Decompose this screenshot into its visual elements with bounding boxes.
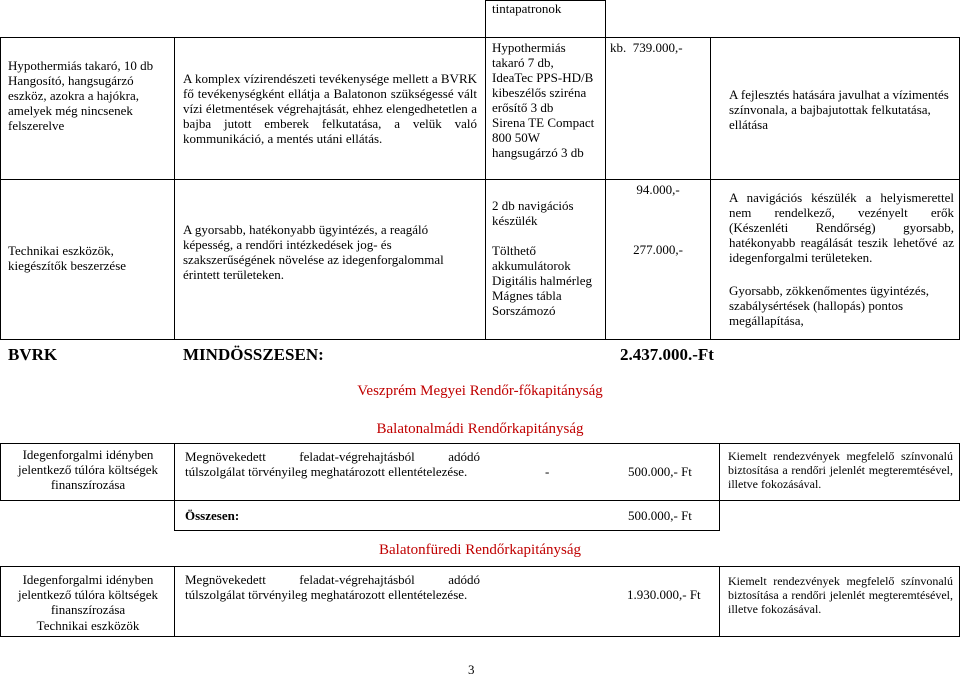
almadi-col4-text: Kiemelt rendezvények megfelelő színvonalú biztosítása a rendőri jelenlét megteremtésével, illetve fokozásával. [728,449,953,491]
table1-row1-col2-text: A komplex vízirendészeti tevékenysége mellett a BVRK fő tevékenységként ellátja a Balatonon szükségessé vált vízi életmentések végrehajtását, ehhez elengedhetetlen a bajba jutott emberek felkutatása, a velük való kommunikáció, a mentés utáni ellátás. [183,71,477,146]
table1-row1-col1-text: Hypothermiás takaró, 10 db Hangosító, hangsugárzó eszköz, azokra a hajókra, amelyek még nincsenek felszerelve [8,58,154,133]
fured-amount: 1.930.000,- Ft [627,587,701,602]
fured-col2-text: Megnövekedett feladat-végrehajtásból adódó túlszolgálat törvényileg meghatározott ellentételezése. [185,572,480,602]
table1-row1-col4 [605,37,711,180]
total-mid-label: MINDÖSSZESEN: [183,345,324,364]
table1-row2-col5-text-a: A navigációs készülék a helyismerettel nem rendelkező, vezényelt erők (Készenléti Rendőrség) gyorsabb, hatékonyabb reagálását teszik lehetővé az idegenforgalmi területeken. [729,190,954,265]
fured-heading: Balatonfüredi Rendőrkapitányság [378,542,582,558]
table1-row2-col4-text-b: 277.000,- [633,242,683,257]
table1-row2-col2-text: A gyorsabb, hatékonyabb ügyintézés, a reagáló képesség, a rendőri intézkedések jog- és szakszerűségének növelése az idegenforgalommal érintett területeken. [183,222,444,282]
table1-row1-col2 [174,37,486,180]
table1-row1-col5-text: A fejlesztés hatására javulhat a vízimentés színvonala, a bajbajutottak felkutatása, ellátása [729,87,949,132]
almadi-sum-row [174,500,720,531]
almadi-sum-label: Összesen: [185,508,240,523]
table1-row2-col3-text-a: 2 db navigációs készülék [492,198,574,228]
almadi-amount: 500.000,- Ft [628,464,692,479]
table1-row2-col5 [710,179,960,340]
table1-row2-col1-text: Technikai eszközök, kiegészítők beszerzése [8,243,127,273]
fured-col2 [174,566,720,637]
table1-row2-col2 [174,179,486,340]
table1-top-cell [485,0,606,38]
table1-row1-col3 [485,37,606,180]
table1-row2-col5-text-b: Gyorsabb, zökkenőmentes ügyintézés, szabálysértések (hallopás) pontos megállapítása, [729,283,930,328]
fured-col1-text: Idegenforgalmi idényben jelentkező túlóra költségek finanszírozása [17,572,159,617]
fured-col1 [0,566,175,637]
almadi-col4 [719,443,960,501]
almadi-sum-value: 500.000,- Ft [628,508,692,523]
table1-top-text: tintapatronok [492,1,562,16]
county-heading: Veszprém Megyei Rendőr-főkapitányság [357,383,603,399]
table1-row2-col3-text-b: Tölthető akkumulátorok Digitális halmérleg Mágnes tábla Sorszámozó [492,243,593,318]
table1-row2-col3 [485,179,606,340]
almadi-col1 [0,443,175,501]
fured-col1-extra: Technikai eszközök [36,618,140,633]
table1-row1-col5 [710,37,960,180]
page-number: 3 [468,662,475,677]
table1-row2-col1 [0,179,175,340]
almadi-col2-text: Megnövekedett feladat-végrehajtásból adódó túlszolgálat törvényileg meghatározott ellentételezése. [185,449,480,479]
table1-row1-col3-text: Hypothermiás takaró 7 db, IdeaTec PPS-HD/B kibeszélős sziréna erősítő 3 db Sirena TE Compact 800 50W hangsugárzó 3 db [492,40,595,160]
almadi-dash: - [545,464,550,479]
total-value: 2.437.000.-Ft [620,345,714,364]
almadi-heading: Balatonalmádi Rendőrkapitányság [376,421,584,437]
almadi-col2 [174,443,720,501]
almadi-col1-text: Idegenforgalmi idényben jelentkező túlóra költségek finanszírozása [17,447,159,492]
table1-row2-col4-text-a: 94.000,- [636,182,680,197]
total-label: BVRK [8,345,58,364]
fured-col4 [719,566,960,637]
table1-row1-col4-text: kb. 739.000,- [610,40,683,55]
table1-row1-col1 [0,37,175,180]
fured-col4-text: Kiemelt rendezvények megfelelő színvonalú biztosítása a rendőri jelenlét megteremtésével, illetve fokozásával. [728,574,953,616]
table1-row2-col4 [605,179,711,340]
